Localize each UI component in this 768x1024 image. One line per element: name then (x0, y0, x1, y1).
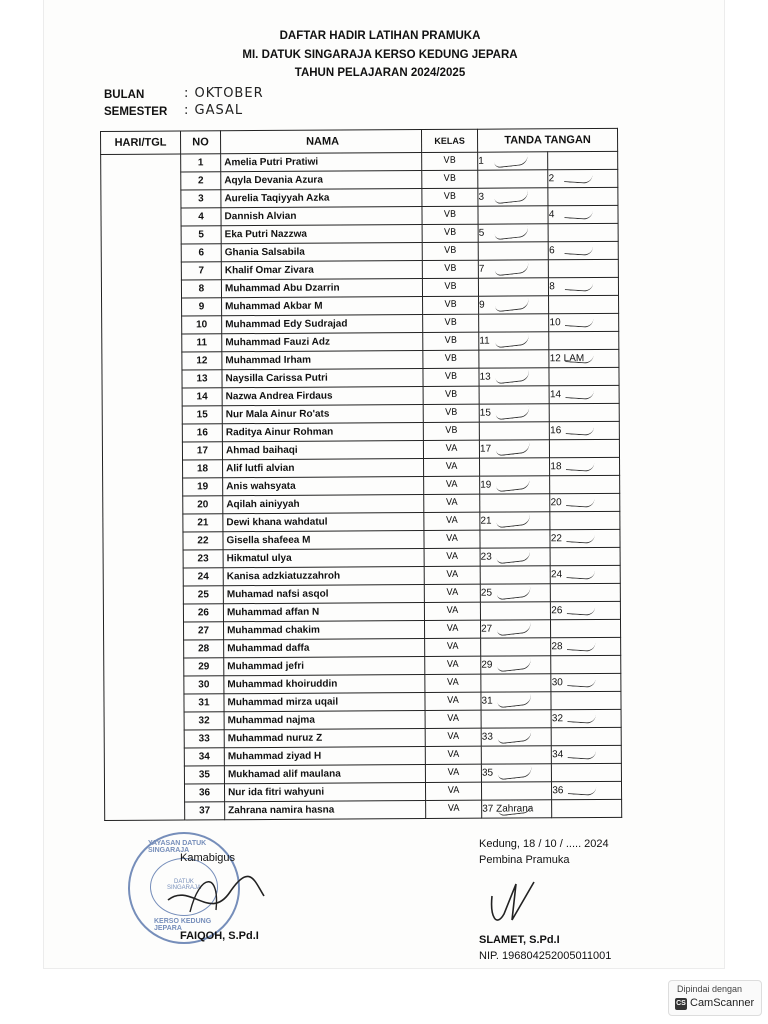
signature-cell-right (552, 763, 622, 781)
signature-cell-left (480, 494, 550, 512)
student-name: Ahmad baihaqi (222, 441, 423, 460)
signature-number: 18 (550, 461, 562, 473)
col-header-tanda-tangan: TANDA TANGAN (478, 128, 618, 152)
student-name: Hikmatul ulya (223, 549, 424, 568)
student-name: Aurelia Taqiyyah Azka (221, 189, 422, 208)
handwritten-signature (567, 641, 596, 652)
stamp-top-text: YAYASAN DATUK SINGARAJA (148, 840, 207, 854)
handwritten-signature (496, 551, 531, 565)
row-number: 13 (182, 370, 222, 388)
signature-cell-left (479, 440, 549, 458)
signature-cell-left (479, 332, 549, 350)
student-name: Amelia Putri Pratiwi (221, 153, 422, 172)
pembina-nip: NIP. 196804252005011001 (479, 950, 612, 962)
signature-number: 3 (478, 191, 485, 203)
handwritten-signature (566, 389, 595, 400)
student-name: Muhammad chakim (224, 621, 425, 640)
signature-cell-right (549, 349, 619, 367)
row-number: 31 (184, 694, 224, 712)
row-number: 15 (182, 406, 222, 424)
row-number: 6 (181, 244, 221, 262)
handwritten-signature (496, 479, 531, 493)
signature-cell-right (548, 187, 618, 205)
signature-cell-left (480, 530, 550, 548)
row-number: 30 (184, 676, 224, 694)
handwritten-signature (566, 425, 595, 436)
student-class: VA (425, 638, 481, 656)
signature-cell-right (549, 385, 619, 403)
signature-number: 36 (552, 785, 564, 797)
student-class: VA (425, 764, 481, 782)
row-number: 33 (184, 730, 224, 748)
row-number: 24 (183, 568, 223, 586)
signature-number: 13 (479, 371, 491, 383)
signature-cell-right (551, 727, 621, 745)
row-number: 21 (183, 514, 223, 532)
handwritten-signature (497, 623, 532, 637)
handwritten-signature (565, 209, 594, 220)
student-name: Alif lutfi alvian (223, 459, 424, 478)
table-body (101, 151, 622, 820)
student-class: VB (422, 224, 478, 242)
student-class: VA (425, 710, 481, 728)
row-number: 4 (181, 208, 221, 226)
row-number: 11 (182, 334, 222, 352)
student-class: VB (422, 188, 478, 206)
handwritten-signature (497, 659, 532, 673)
row-number: 16 (182, 424, 222, 442)
handwritten-signature (494, 263, 529, 277)
handwritten-signature (566, 497, 595, 508)
signature-cell-left (481, 692, 551, 710)
signature-number: 29 (481, 659, 493, 671)
camscanner-logo-icon: CS (675, 998, 687, 1010)
handwritten-signature (495, 371, 530, 385)
signature-cell-right (551, 709, 621, 727)
signature-number: 14 (549, 389, 562, 401)
signature-cell-left (478, 242, 548, 260)
handwritten-signature (494, 191, 529, 205)
pembina-signature (486, 876, 546, 932)
student-class: VB (422, 170, 478, 188)
signature-cell-left (481, 638, 551, 656)
row-number: 37 (185, 802, 225, 820)
student-class: VA (426, 800, 482, 818)
signature-cell-right (548, 205, 618, 223)
student-name: Muhamad nafsi asqol (223, 585, 424, 604)
signature-cell-right (552, 781, 622, 799)
signature-number: 6 (549, 245, 555, 257)
student-name: Muhammad Fauzi Adz (222, 333, 423, 352)
signature-number: 32 (551, 713, 564, 725)
student-class: VB (423, 314, 479, 332)
signature-number: 35 (481, 767, 494, 779)
signature-cell-left (479, 350, 549, 368)
row-number: 8 (181, 280, 221, 298)
signature-number: 33 (481, 731, 493, 743)
signature-number: 17 (479, 443, 492, 455)
student-class: VB (422, 260, 478, 278)
student-class: VB (422, 242, 478, 260)
signature-cell-left (480, 512, 550, 530)
student-name: Nur ida fitri wahyuni (225, 783, 426, 802)
student-class: VB (423, 296, 479, 314)
signature-cell-right (548, 223, 618, 241)
signature-number: 24 (550, 569, 563, 581)
signature-cell-left (481, 728, 551, 746)
header-title-line3: TAHUN PELAJARAN 2024/2025 (294, 67, 466, 79)
signature-cell-left (479, 368, 549, 386)
student-name: Muhammad Abu Dzarrin (221, 279, 422, 298)
row-number: 27 (183, 622, 223, 640)
signature-cell-right (550, 421, 620, 439)
student-name: Zahrana namira hasna (225, 801, 426, 820)
row-number: 17 (182, 442, 222, 460)
handwritten-signature (568, 749, 597, 760)
student-name: Dannish Alvian (221, 207, 422, 226)
signature-cell-right (550, 511, 620, 529)
student-name: Muhammad khoiruddin (224, 675, 425, 694)
handwritten-signature (497, 731, 532, 745)
signature-cell-right (548, 169, 618, 187)
hari-tgl-cell (101, 154, 185, 820)
student-name: Dewi khana wahdatul (223, 513, 424, 532)
header-title-line2: MI. DATUK SINGARAJA KERSO KEDUNG JEPARA (242, 49, 518, 61)
signature-number: 15 (479, 407, 491, 419)
row-number: 29 (184, 658, 224, 676)
student-name: Muhammad mirza uqail (224, 693, 425, 712)
row-number: 14 (182, 388, 222, 406)
kamabigus-title: Kamabigus (180, 852, 236, 864)
signature-cell-right (549, 367, 619, 385)
signature-number: 11 (479, 335, 490, 347)
student-class: VB (423, 350, 479, 368)
student-class: VA (425, 620, 481, 638)
handwritten-signature (567, 677, 596, 688)
student-class: VB (423, 332, 479, 350)
signature-number: 16 (550, 425, 562, 437)
student-class: VB (422, 278, 478, 296)
signature-cell-left (479, 386, 549, 404)
col-header-hari: HARI/TGL (101, 131, 181, 154)
student-name: Kanisa adzkiatuzzahroh (223, 567, 424, 586)
signature-number: 9 (479, 299, 485, 311)
signature-cell-right (552, 745, 622, 763)
kamabigus-signature (160, 862, 272, 932)
signature-cell-right (552, 799, 622, 817)
signature-number: 19 (480, 479, 492, 491)
signature-number: 21 (480, 515, 492, 527)
scanner-brand: CamScanner (690, 997, 755, 1009)
student-class: VA (424, 566, 480, 584)
student-name: Anis wahsyata (223, 477, 424, 496)
signature-cell-right (551, 691, 621, 709)
student-name: Muhammad Edy Sudrajad (222, 315, 423, 334)
row-number: 28 (184, 640, 224, 658)
signature-cell-left (480, 584, 550, 602)
handwritten-signature (565, 245, 594, 256)
student-class: VB (422, 152, 478, 170)
student-name: Gisella shafeea M (223, 531, 424, 550)
signature-cell-left (481, 656, 551, 674)
signature-cell-left (478, 170, 548, 188)
student-class: VA (424, 602, 480, 620)
student-class: VB (423, 404, 479, 422)
kamabigus-name: FAIQOH, S.Pd.I (180, 930, 259, 942)
signature-cell-left (479, 422, 549, 440)
handwritten-signature (495, 407, 530, 421)
student-name: Aqilah ainiyyah (223, 495, 424, 514)
signature-cell-right (549, 313, 619, 331)
stamp-bottom-text: KERSO KEDUNG JEPARA (154, 918, 212, 932)
row-number: 23 (183, 550, 223, 568)
row-number: 2 (181, 172, 221, 190)
signature-cell-right (551, 619, 621, 637)
stamp-center-text: DATUK SINGARAJA (166, 879, 201, 891)
student-name: Muhammad Irham (222, 351, 423, 370)
student-class: VB (423, 368, 479, 386)
signature-number: 4 (548, 209, 555, 221)
handwritten-signature (495, 335, 530, 349)
signature-cell-left (479, 404, 549, 422)
student-class: VB (423, 386, 479, 404)
student-name: Muhammad daffa (224, 639, 425, 658)
row-number: 12 (182, 352, 222, 370)
signature-cell-right (549, 331, 619, 349)
student-name: Muhammad najma (224, 711, 425, 730)
student-name: Aqyla Devania Azura (221, 171, 422, 190)
signature-number: 27 (481, 623, 493, 635)
row-number: 22 (183, 532, 223, 550)
signature-cell-left (479, 296, 549, 314)
student-class: VA (423, 440, 479, 458)
row-number: 19 (183, 478, 223, 496)
signature-cell-left (480, 458, 550, 476)
handwritten-signature (568, 713, 597, 724)
signature-cell-left (481, 674, 551, 692)
signature-cell-left (478, 260, 548, 278)
handwritten-signature (565, 281, 594, 292)
header-title-line1: DAFTAR HADIR LATIHAN PRAMUKA (279, 30, 481, 42)
signature-cell-left (479, 314, 549, 332)
bulan-label: BULAN (104, 89, 145, 101)
signature-cell-right (551, 583, 621, 601)
signature-cell-left (481, 710, 551, 728)
row-number: 1 (181, 154, 221, 172)
signature-cell-left (481, 746, 551, 764)
student-name: Mukhamad alif maulana (224, 765, 425, 784)
signature-cell-right (550, 475, 620, 493)
signature-cell-left (480, 602, 550, 620)
bulan-value: : OKTOBER (184, 86, 264, 101)
student-class: VA (424, 494, 480, 512)
signature-number: 28 (551, 641, 563, 653)
student-name: Eka Putri Nazzwa (221, 225, 422, 244)
student-class: VA (424, 476, 480, 494)
handwritten-signature (496, 587, 531, 601)
student-name: Naysilla Carissa Putri (222, 369, 423, 388)
handwritten-signature (495, 299, 530, 313)
signature-cell-left (478, 278, 548, 296)
student-class: VA (424, 458, 480, 476)
signature-cell-left (480, 548, 550, 566)
student-name: Nazwa Andrea Firdaus (222, 387, 423, 406)
semester-label: SEMESTER (104, 106, 168, 118)
row-number: 35 (184, 766, 224, 784)
row-number: 20 (183, 496, 223, 514)
handwritten-signature (565, 317, 594, 328)
row-number: 25 (183, 586, 223, 604)
student-name: Raditya Ainur Rohman (222, 423, 423, 442)
signature-cell-right (549, 259, 619, 277)
signature-number: 2 (548, 173, 555, 185)
student-class: VA (425, 656, 481, 674)
student-class: VA (425, 728, 481, 746)
signature-cell-right (550, 493, 620, 511)
signature-cell-left (482, 782, 552, 800)
student-class: VA (426, 782, 482, 800)
handwritten-signature (498, 767, 533, 781)
signature-cell-right (550, 457, 620, 475)
signature-number: 34 (552, 749, 564, 761)
signature-cell-left (481, 764, 551, 782)
handwritten-signature (567, 605, 596, 616)
student-name: Khalif Omar Zivara (221, 261, 422, 280)
student-name: Muhammad ziyad H (224, 747, 425, 766)
student-name: Muhammad nuruz Z (224, 729, 425, 748)
signature-cell-right (548, 151, 618, 169)
student-name: Ghania Salsabila (221, 243, 422, 262)
signature-number: 31 (481, 695, 493, 707)
row-number: 34 (184, 748, 224, 766)
signature-number: 37 Zahrana (482, 803, 534, 815)
row-number: 9 (181, 298, 221, 316)
signature-number: 25 (480, 587, 493, 599)
signature-cell-left (480, 476, 550, 494)
handwritten-signature (494, 155, 529, 169)
student-name: Muhammad affan N (223, 603, 424, 622)
signature-number: 7 (478, 263, 485, 275)
student-class: VA (425, 746, 481, 764)
scanner-caption: Dipindai dengan (677, 984, 743, 994)
signature-number: 26 (551, 605, 563, 617)
signature-number: 1 (478, 155, 484, 167)
signature-number: 20 (550, 497, 562, 509)
pembina-title: Pembina Pramuka (479, 854, 570, 866)
handwritten-signature (497, 695, 532, 709)
handwritten-signature (567, 569, 596, 580)
signature-cell-left (478, 224, 548, 242)
signature-cell-right (551, 655, 621, 673)
signature-number: 8 (549, 281, 555, 293)
signature-number: 30 (551, 677, 563, 689)
signature-cell-right (549, 295, 619, 313)
signature-cell-right (551, 637, 621, 655)
table-header-row (101, 128, 618, 154)
signature-cell-left (480, 566, 550, 584)
signature-number: 10 (549, 317, 561, 329)
signature-cell-right (550, 565, 620, 583)
row-number: 32 (184, 712, 224, 730)
pembina-name: SLAMET, S.Pd.I (479, 934, 560, 946)
col-header-nama: NAMA (221, 130, 422, 154)
handwritten-signature (564, 173, 593, 184)
row-number: 5 (181, 226, 221, 244)
row-number: 26 (183, 604, 223, 622)
student-name: Muhammad Akbar M (222, 297, 423, 316)
signature-number: 23 (480, 551, 492, 563)
signature-cell-right (551, 601, 621, 619)
row-number: 36 (184, 784, 224, 802)
col-header-kelas: KELAS (422, 129, 478, 152)
signature-cell-right (550, 529, 620, 547)
signature-cell-right (551, 673, 621, 691)
student-class: VA (424, 512, 480, 530)
handwritten-signature (567, 533, 596, 544)
student-name: Nur Mala Ainur Ro'ats (222, 405, 423, 424)
signature-cell-left (482, 800, 552, 818)
handwritten-signature (496, 515, 531, 529)
student-class: VB (423, 422, 479, 440)
signature-cell-right (548, 241, 618, 259)
signature-cell-left (478, 152, 548, 170)
semester-value: : GASAL (184, 103, 244, 118)
signature-cell-left (481, 620, 551, 638)
handwritten-signature (568, 785, 597, 796)
student-class: VA (424, 530, 480, 548)
row-number: 7 (181, 262, 221, 280)
row-number: 18 (182, 460, 222, 478)
col-header-no: NO (180, 131, 220, 154)
signature-cell-right (550, 439, 620, 457)
signature-number: 12 LAM (549, 353, 585, 365)
handwritten-signature (566, 461, 595, 472)
place-date: Kedung, 18 / 10 / ..... 2024 (479, 838, 609, 850)
camscanner-badge (668, 980, 762, 1016)
handwritten-signature (494, 227, 529, 241)
attendance-table (100, 128, 622, 821)
student-name: Muhammad jefri (224, 657, 425, 676)
student-class: VB (422, 206, 478, 224)
student-class: VA (425, 674, 481, 692)
signature-cell-right (549, 277, 619, 295)
student-class: VA (424, 548, 480, 566)
row-number: 10 (182, 316, 222, 334)
signature-cell-right (550, 547, 620, 565)
signature-cell-left (478, 206, 548, 224)
student-class: VA (424, 584, 480, 602)
handwritten-signature (565, 353, 594, 364)
signature-cell-left (478, 188, 548, 206)
handwritten-signature (496, 443, 531, 457)
signature-number: 22 (550, 533, 562, 545)
signature-cell-right (549, 403, 619, 421)
row-number: 3 (181, 190, 221, 208)
signature-number: 5 (478, 227, 485, 239)
student-class: VA (425, 692, 481, 710)
